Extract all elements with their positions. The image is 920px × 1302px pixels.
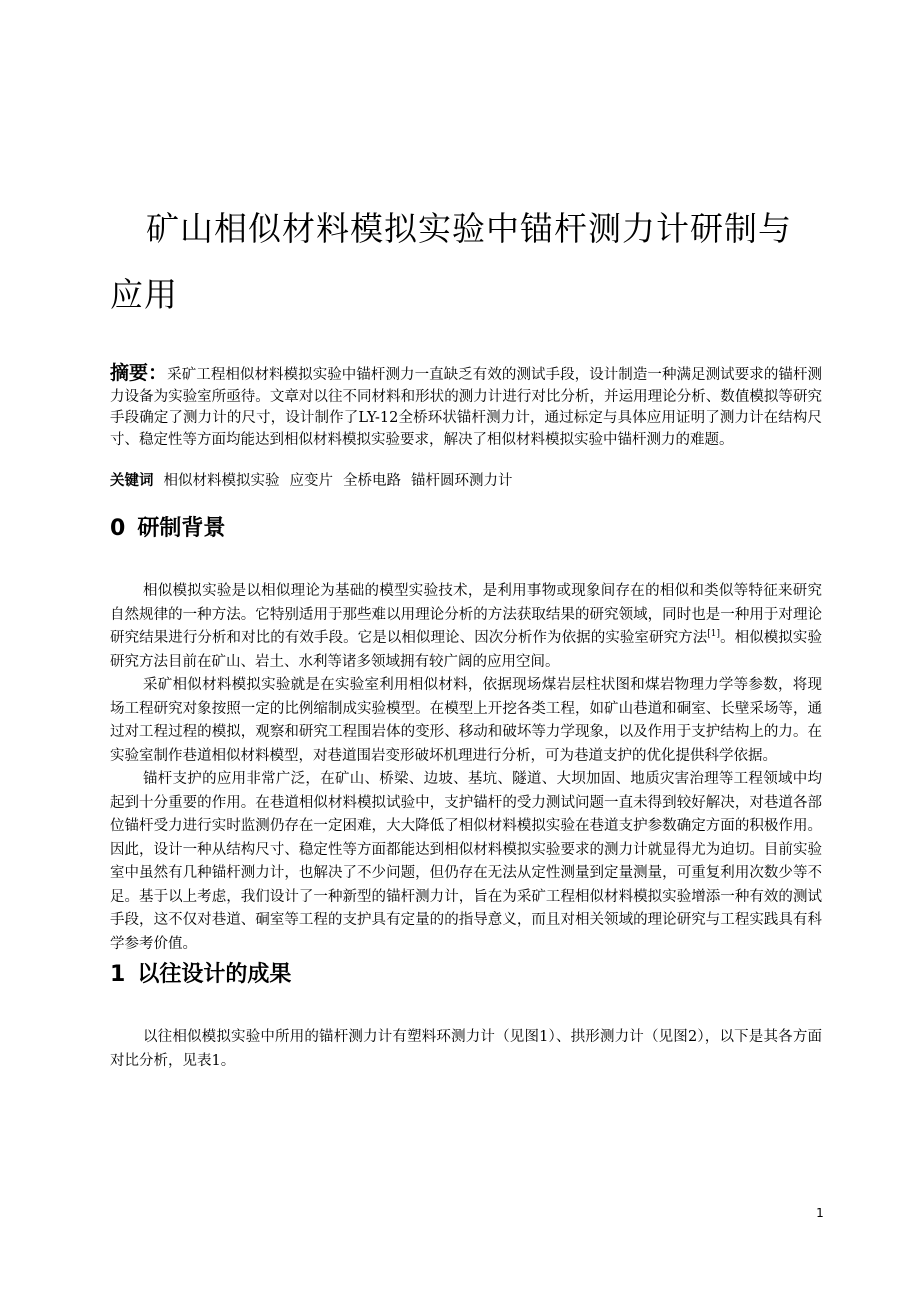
- section-body: [110, 580, 822, 956]
- citation-ref[interactable]: [1]: [707, 629, 721, 640]
- keywords: [110, 470, 822, 492]
- abstract: [110, 363, 822, 451]
- keyword-item: 全桥电路: [343, 473, 401, 489]
- section-heading: [110, 514, 225, 544]
- section-number: 1: [110, 962, 126, 987]
- keywords-label: 关键词: [110, 473, 154, 489]
- abstract-text: 采矿工程相似材料模拟实验中锚杆测力一直缺乏有效的测试手段，设计制造一种满足测试要求的锚杆测力设备为实验室所亟待。文章对以往不同材料和形状的测力计进行对比分析，并运用理论分析、数值模拟等研究手段确定了测力计的尺寸，设计制作了LY-12全桥环状锚杆测力计，通过标定与具体应用证明了测力计在结构尺寸、稳定性等方面均能达到相似材料模拟实验要求，解决了相似材料模拟实验中锚杆测力的难题。: [110, 367, 822, 448]
- paper-title: 矿山相似材料模拟实验中锚杆测力计研制与应用: [110, 209, 792, 314]
- section-number: 0: [110, 516, 126, 541]
- paragraph: 以往相似模拟实验中所用的锚杆测力计有塑料环测力计（见图1）、拱形测力计（见图2），以下是其各方面对比分析，见表1。: [110, 1029, 822, 1069]
- section-title: 研制背景: [137, 516, 226, 541]
- page-number: 1: [816, 1206, 824, 1220]
- paragraph: [110, 580, 822, 674]
- paragraph-text: 。相似模拟实验研究方法目前在矿山、岩土、水利等诸多领域拥有较广阔的应用空间。: [110, 630, 823, 670]
- paragraph: 采矿相似材料模拟实验就是在实验室利用相似材料，依据现场煤岩层柱状图和煤岩物理力学等参数，将现场工程研究对象按照一定的比例缩制成实验模型。在模型上开挖各类工程，如矿山巷道和硐室、长壁采场等，通过对工程过程的模拟，观察和研究工程围岩体的变形、移动和破坏等力学现象，以及作用于支护结构上的力。在实验室制作巷道相似材料模型，对巷道围岩变形破坏机理进行分析，可为巷道支护的优化提供科学依据。: [110, 677, 822, 764]
- abstract-label: 摘要：: [110, 362, 168, 384]
- section-title: 以往设计的成果: [137, 962, 292, 987]
- keyword-item: 应变片: [289, 473, 333, 489]
- keyword-item: 相似材料模拟实验: [163, 473, 280, 489]
- paragraph: 锚杆支护的应用非常广泛，在矿山、桥梁、边坡、基坑、隧道、大坝加固、地质灾害治理等工程领域中均起到十分重要的作用。在巷道相似材料模拟试验中，支护锚杆的受力测试问题一直未得到较好解决，对巷道各部位锚杆受力进行实时监测仍存在一定困难，大大降低了相似材料模拟实验在巷道支护参数确定方面的积极作用。因此，设计一种从结构尺寸、稳定性等方面都能达到相似材料模拟实验要求的测力计就显得尤为迫切。目前实验室中虽然有几种锚杆测力计，也解决了不少问题，但仍存在无法从定性测量到定量测量，可重复利用次数少等不足。基于以上考虑，我们设计了一种新型的锚杆测力计，旨在为采矿工程相似材料模拟实验增添一种有效的测试手段，这不仅对巷道、硐室等工程的支护具有定量的的指导意义，而且对相关领域的理论研究与工程实践具有科学参考价值。: [110, 771, 822, 952]
- paragraph-text: 相似模拟实验是以相似理论为基础的模型实验技术，是利用事物或现象间存在的相似和类似等特征来研究自然规律的一种方法。它特别适用于那些难以用理论分析的方法获取结果的研究领域，同时也是一种用于对理论研究结果进行分析和对比的有效手段。它是以相似理论、因次分析作为依据的实验室研究方法: [110, 583, 822, 646]
- keyword-item: 锚杆圆环测力计: [411, 473, 513, 489]
- section-heading: [110, 960, 291, 990]
- section-body: [110, 1026, 822, 1073]
